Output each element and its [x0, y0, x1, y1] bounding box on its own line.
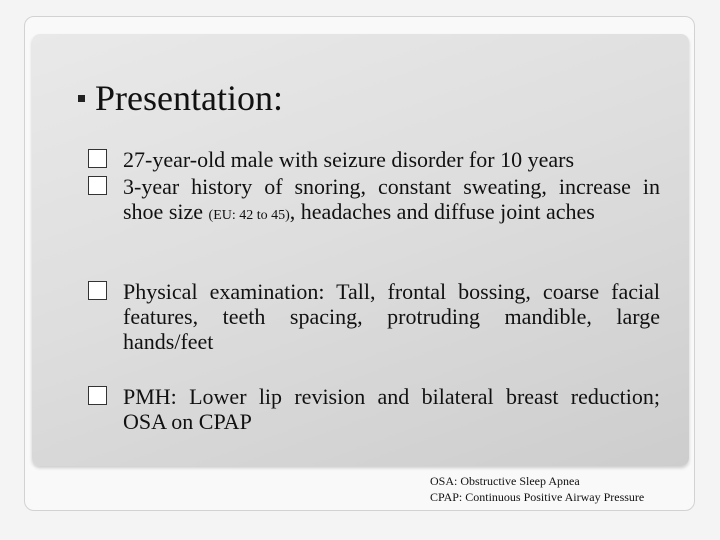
bullet-text: PMH: Lower lip revision and bilateral breast reduction; OSA on CPAP [123, 384, 660, 434]
bullet-text: Physical examination: Tall, frontal bossing, coarse facial features, teeth spacing, protruding mandible, large hands/feet [123, 279, 660, 354]
square-bullet-icon [78, 95, 85, 102]
bullet-text: 3-year history of snoring, constant sweating, increase in shoe size (EU: 42 to 45), headaches and diffuse joint aches [123, 174, 660, 224]
footnote-cpap: CPAP: Continuous Positive Airway Pressure [430, 490, 645, 504]
checkbox-bullet-icon [88, 386, 107, 405]
title-row [78, 76, 283, 120]
checkbox-bullet-icon [88, 176, 107, 195]
bullet-item [90, 147, 660, 172]
checkbox-bullet-icon [88, 281, 107, 300]
checkbox-bullet-icon [88, 149, 107, 168]
shoe-size-note: (EU: 42 to 45) [208, 208, 290, 223]
bullet-item [90, 174, 660, 228]
bullet-item [90, 279, 660, 354]
slide-title: Presentation: [95, 78, 283, 118]
bullet-text: 27-year-old male with seizure disorder for 10 years [123, 147, 574, 172]
footnote-osa: OSA: Obstructive Sleep Apnea [430, 474, 580, 488]
bullet-item [90, 384, 660, 434]
